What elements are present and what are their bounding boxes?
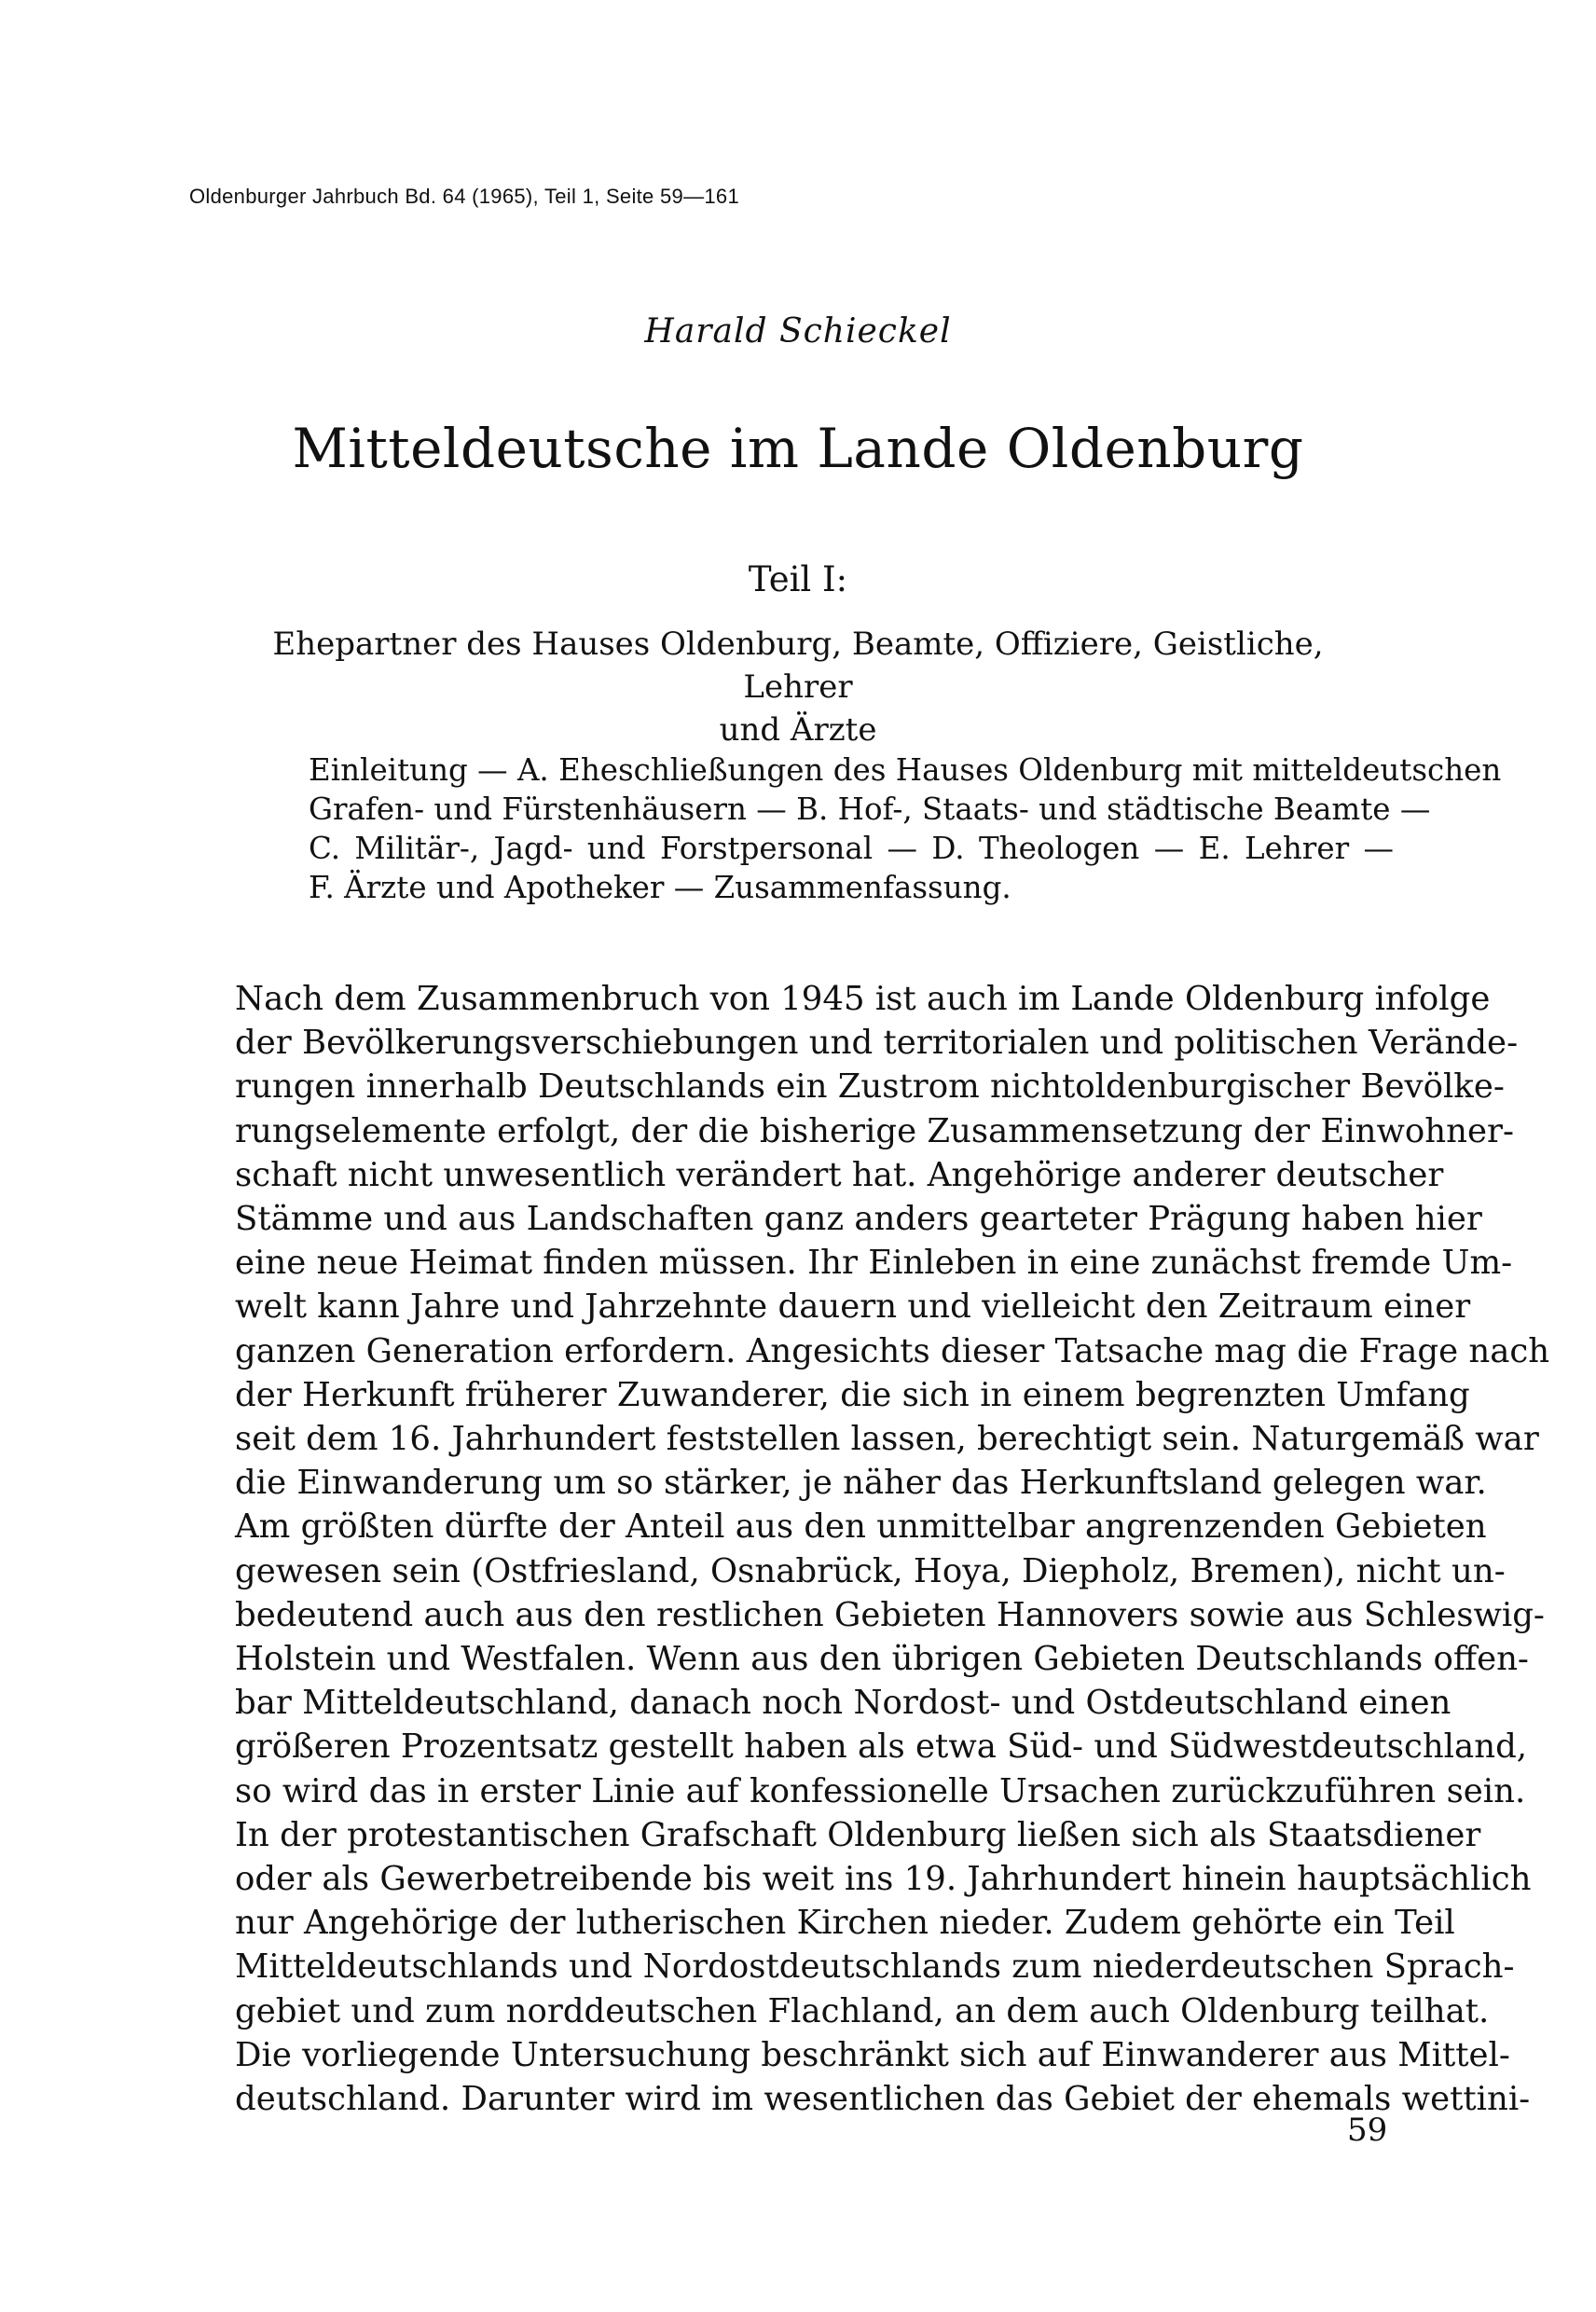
toc-line: Grafen- und Fürstenhäusern — B. Hof-, Staats- und städtische Beamte — <box>309 791 1431 827</box>
text-line: nur Angehörige der lutherischen Kirchen nieder. Zudem gehörte ein Teil <box>235 1904 1455 1943</box>
text-line: Stämme und aus Landschaften ganz anders gearteter Prägung haben hier <box>235 1200 1482 1239</box>
subtitle-line: Ehepartner des Hauses Oldenburg, Beamte, Offiziere, Geistliche, Lehrer <box>272 626 1324 706</box>
toc-line: Einleitung — A. Eheschließungen des Hauses Oldenburg mit mitteldeutschen <box>309 752 1502 788</box>
text-line: oder als Gewerbetreibende bis weit ins 19. Jahrhundert hinein hauptsächlich <box>235 1860 1532 1899</box>
text-line: gebiet und zum norddeutschen Flachland, an dem auch Oldenburg teilhat. <box>235 1991 1490 2030</box>
text-line: bar Mitteldeutschland, danach noch Nordost- und Ostdeutschland einen <box>235 1684 1452 1723</box>
text-line: Holstein und Westfalen. Wenn aus den übrigen Gebieten Deutschlands offen- <box>235 1640 1529 1679</box>
text-line: Mitteldeutschlands und Nordostdeutschlands zum niederdeutschen Sprach- <box>235 1947 1515 1987</box>
toc-line: F. Ärzte und Apotheker — Zusammenfassung. <box>309 870 1011 905</box>
table-of-contents <box>309 750 1502 907</box>
text-line: bedeutend auch aus den restlichen Gebieten Hannovers sowie aus Schleswig- <box>235 1595 1545 1634</box>
text-line: gewesen sein (Ostfriesland, Osnabrück, Hoya, Diepholz, Bremen), nicht un- <box>235 1551 1506 1590</box>
text-line: Die vorliegende Untersuchung beschränkt sich auf Einwanderer aus Mittel- <box>235 2035 1510 2074</box>
journal-header: Oldenburger Jahrbuch Bd. 64 (1965), Teil 1, Seite 59—161 <box>189 185 739 208</box>
text-line: schaft nicht unwesentlich verändert hat. Angehörige anderer deutscher <box>235 1155 1444 1194</box>
text-line: größeren Prozentsatz gestellt haben als etwa Süd- und Südwestdeutschland, <box>235 1727 1528 1767</box>
paragraph <box>235 977 1550 2033</box>
text-line: deutschland. Darunter wird im wesentlichen das Gebiet der ehemals wettini- <box>235 2080 1531 2119</box>
article-title: Mitteldeutsche im Lande Oldenburg <box>292 417 1304 480</box>
text-line: welt kann Jahre und Jahrzehnte dauern und vielleicht den Zeitraum einer <box>235 1287 1471 1327</box>
text-line: seit dem 16. Jahrhundert feststellen lassen, berechtigt sein. Naturgemäß war <box>235 1420 1539 1459</box>
paragraph <box>235 2033 1531 2121</box>
text-line: der Herkunft früherer Zuwanderer, die sich in einem begrenzten Umfang <box>235 1375 1470 1414</box>
page-number: 59 <box>1347 2112 1388 2149</box>
text-line: Am größten dürfte der Anteil aus den unmittelbar angrenzenden Gebieten <box>235 1507 1487 1547</box>
text-line: In der protestantischen Grafschaft Oldenburg ließen sich als Staatsdiener <box>235 1815 1481 1854</box>
part-label: Teil I: <box>748 559 848 599</box>
text-line: so wird das in erster Linie auf konfessionelle Ursachen zurückzuführen sein. <box>235 1771 1526 1810</box>
subtitle-line: und Ärzte <box>719 711 877 749</box>
article-subtitle <box>233 623 1363 751</box>
text-line: Nach dem Zusammenbruch von 1945 ist auch im Lande Oldenburg infolge <box>235 980 1491 1018</box>
text-line: der Bevölkerungsverschiebungen und territorialen und politischen Verände- <box>235 1024 1519 1063</box>
text-line: rungen innerhalb Deutschlands ein Zustrom nichtoldenburgischer Bevölke- <box>235 1067 1505 1107</box>
body-text <box>235 977 1550 2121</box>
text-line: eine neue Heimat finden müssen. Ihr Einleben in eine zunächst fremde Um- <box>235 1244 1513 1283</box>
text-line: rungselemente erfolgt, der die bisherige Zusammensetzung der Einwohner- <box>235 1111 1515 1150</box>
text-line: die Einwanderung um so stärker, je näher das Herkunftsland gelegen war. <box>235 1464 1487 1503</box>
author-name: Harald Schieckel <box>644 312 952 351</box>
toc-line: C. Militär-, Jagd- und Forstpersonal — D. Theologen — E. Lehrer — <box>309 831 1394 866</box>
text-line: ganzen Generation erfordern. Angesichts dieser Tatsache mag die Frage nach <box>235 1331 1550 1370</box>
